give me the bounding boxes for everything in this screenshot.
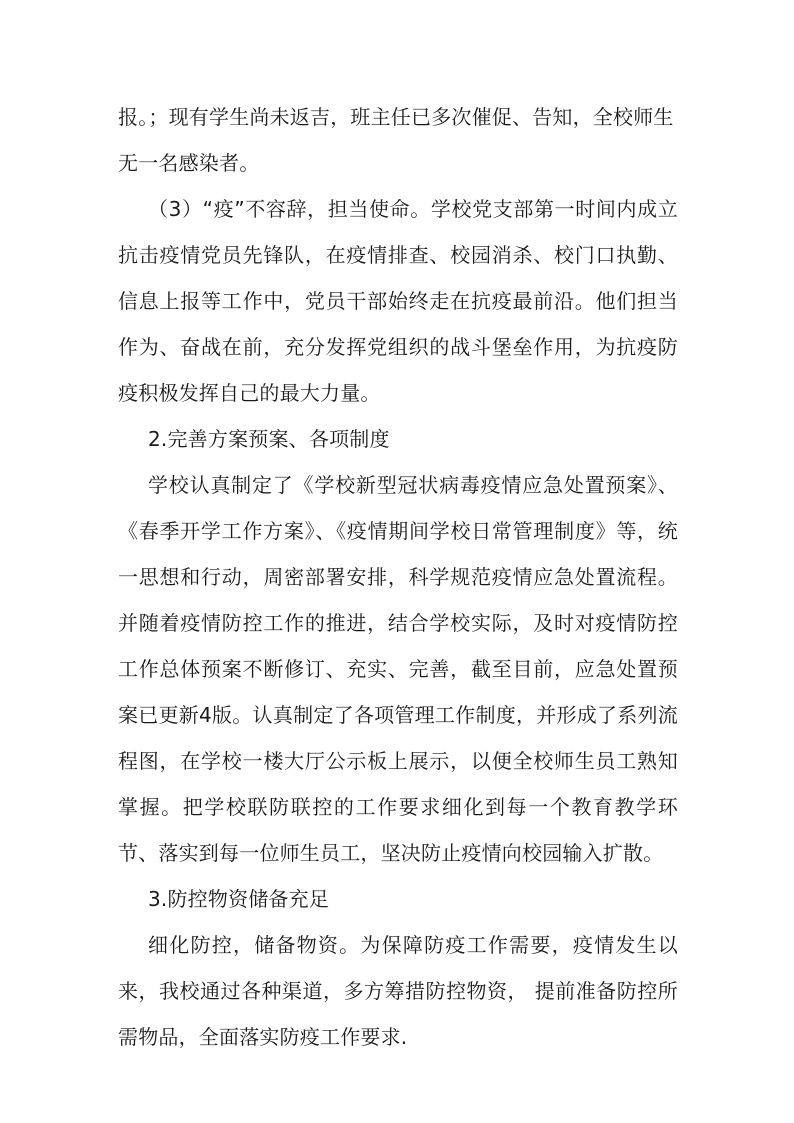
section-heading-supplies: 3.防控物资储备充足 bbox=[148, 887, 330, 911]
document-body bbox=[118, 94, 678, 1060]
section-heading-plans: 2.完善方案预案、各项制度 bbox=[148, 427, 390, 451]
paragraph-supplies: 细化防控，储备物资。为保障防疫工作需要，疫情发生以来，我校通过各种渠道，多方筹措防控物资， 提前准备防控所需物品，全面落实防疫工作要求. bbox=[118, 933, 678, 1049]
paragraph-plans: 学校认真制定了《学校新型冠状病毒疫情应急处置预案》、《春季开学工作方案》、《疫情期间学校日常管理制度》等，统一思想和行动，周密部署安排，科学规范疫情应急处置流程。并随着疫情防控工作的推进，结合学校实际，及时对疫情防控工作总体预案不断修订、充实、完善，截至目前，应急处置预案已更新4版。认真制定了各项管理工作制度，并形成了系列流程图，在学校一楼大厅公示板上展示，以便全校师生员工熟知掌握。把学校联防联控的工作要求细化到每一个教育教学环节、落实到每一位师生员工，坚决防止疫情向校园输入扩散。 bbox=[118, 473, 678, 865]
paragraph-continuation-line-1: 报。；现有学生尚未返吉，班主任已多次催促、告知，全校师生 bbox=[118, 105, 674, 129]
paragraph-party-branch: （3）“疫”不容辞，担当使命。学校党支部第一时间内成立抗击疫情党员先锋队，在疫情排查、校园消杀、校门口执勤、信息上报等工作中，党员干部始终走在抗疫最前沿。他们担当作为、奋战在前，充分发挥党组织的战斗堡垒作用，为抗疫防疫积极发挥自己的最大力量。 bbox=[118, 197, 678, 405]
paragraph-continuation-line-2: 无一名感染者。 bbox=[118, 151, 260, 175]
